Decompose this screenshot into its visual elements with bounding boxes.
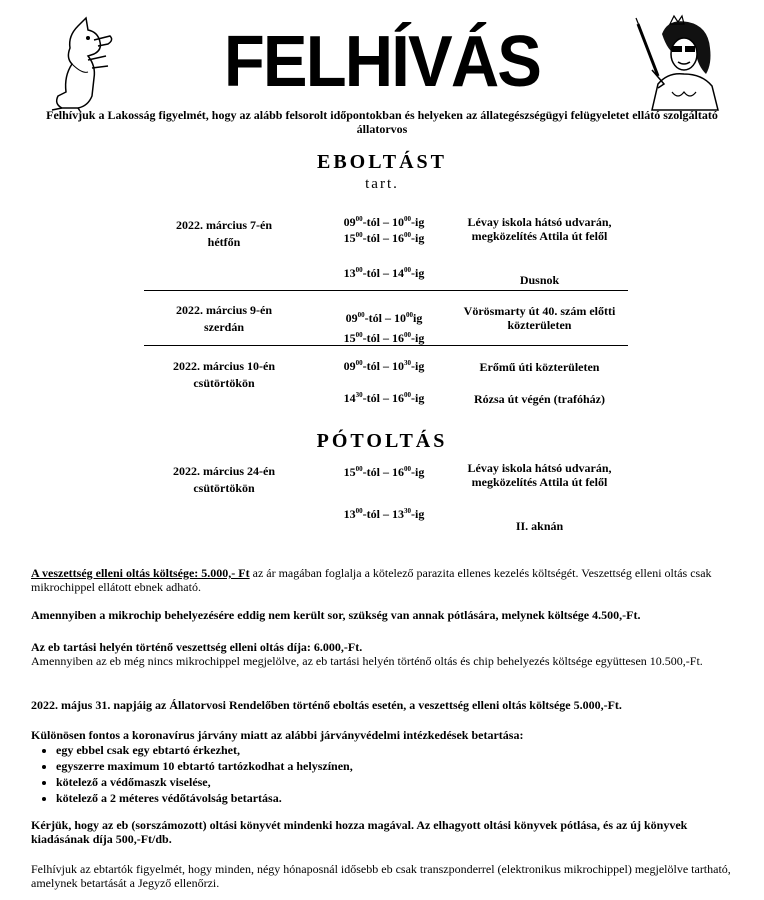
intro-text: Felhívjuk a Lakosság figyelmét, hogy az alább felsorolt időpontokban és helyeken az állategészségügyi felügyeletet ellátó szolgáltató állatorvos [46, 108, 718, 136]
section-heading-vaccination: EBOLTÁST [317, 151, 447, 173]
schedule-place: Lévay iskola hátsó udvarán, megközelítés Attila út felől [467, 215, 612, 243]
list-item: • egyszerre maximum 10 ebtartó tartózkodhat a helyszínen, [56, 758, 745, 774]
schedule-date: 2022. március 7-én hétfőn [175, 218, 273, 249]
section-heading-makeup: PÓTOLTÁS [316, 430, 448, 452]
schedule-times [320, 214, 448, 246]
deadline-paragraph: 2022. május 31. napjáig az Állatorvosi Rendelőben történő eboltás esetén, a veszettség elleni oltás költsége 5.000,-Ft. [31, 698, 622, 712]
schedule-times [320, 390, 448, 406]
divider [144, 290, 628, 291]
list-item: • egy ebbel csak egy ebtartó érkezhet, [56, 742, 745, 758]
cost-lead: A veszettség elleni oltás költsége: 5.000,- Ft [31, 566, 250, 580]
schedule-place: Erőmű úti közterületen [479, 360, 600, 374]
home-vaccination-paragraph: Az eb tartási helyén történő veszettség elleni oltás díja: 6.000,-Ft. Amennyiben az eb még nincs mikrochippel megjelölve, az eb tartási helyén történő oltás és chip behelyezés költsége együttesen 10.500,-Ft. [31, 640, 703, 668]
time-range: $09^{00}$-tól – $10^{30}-ig$ [343, 359, 425, 373]
microchip-paragraph: Amennyiben a mikrochip behelyezésére eddig nem került sor, szükség van annak pótlására, melynek költsége 4.500,-Ft. [31, 608, 641, 622]
schedule-place: Lévay iskola hátsó udvarán, megközelítés Attila út felől [467, 461, 612, 489]
schedule-times [320, 308, 448, 348]
list-item: • kötelező a védőmaszk viselése, [56, 774, 745, 790]
schedule-place: Dusnok [519, 273, 560, 287]
section-subheading: tart. [365, 176, 399, 192]
time-range: $09^{00}$-tól – $10^{00}-ig$ [343, 215, 425, 229]
time-range: $14^{30}$-tól – $16^{00}-ig$ [343, 391, 425, 405]
time-range: $15^{00}$-tól – $16^{00}-ig$ [343, 465, 425, 479]
divider [144, 345, 628, 346]
time-range: $15^{00}$-tól – $16^{00}-ig$ [343, 331, 425, 345]
schedule-times [320, 358, 448, 374]
schedule-times [320, 265, 448, 281]
time-range: $13^{00}$-tól – $13^{30}-ig$ [343, 507, 425, 521]
booklet-paragraph: Kérjük, hogy az eb (sorszámozott) oltási könyvét mindenki hozza magával. Az elhagyott oltási könyvek pótlása, és az új könyvek kiadásának díja 500,-Ft/db. [31, 818, 688, 846]
list-item: • kötelező a 2 méteres védőtávolság betartása. [56, 790, 745, 806]
time-range: $13^{00}$-tól – $14^{00}-ig$ [343, 266, 425, 280]
schedule-place: Rózsa út végén (trafóház) [474, 392, 605, 406]
schedule-times [320, 464, 448, 480]
schedule-place: Vörösmarty út 40. szám előtti közterületen [463, 304, 616, 332]
time-range: $15^{00}$-tól – $16^{00}-ig$ [343, 231, 425, 245]
schedule-date: 2022. március 9-én szerdán [175, 303, 273, 334]
schedule-date: 2022. március 10-én csütörtökön [172, 359, 276, 390]
transponder-paragraph: Felhívjuk az ebtartók figyelmét, hogy minden, négy hónaposnál idősebb eb csak transzponderrel (elektronikus mikrochippel) megjelölve tartható, amelynek betartását a Jegyző ellenőrzi. [31, 862, 731, 890]
cost-paragraph: A veszettség elleni oltás költsége: 5.000,- Ft az ár magában foglalja a kötelező parazita ellenes kezelés költségét. Veszettség elleni oltás csak mikrochippel ellátott ebnek adható. [31, 566, 712, 594]
schedule-place: II. aknán [515, 519, 564, 533]
schedule-times [320, 506, 448, 522]
covid-paragraph: Különösen fontos a koronavírus járvány miatt az alábbi járványvédelmi intézkedések betartása: • egy ebbel csak egy ebtartó érkezhet, • egyszerre maximum 10 ebtartó tartózkodhat a helyszínen, • kötelező a védőmaszk viselése, • kötelező a 2 méteres védőtávolság betartása. [31, 728, 745, 806]
time-range: $09^{00}$-tól – $10^{00}ig$ [345, 311, 423, 325]
page-title: FELHÍVÁS [223, 22, 541, 102]
schedule-date: 2022. március 24-én csütörtökön [172, 464, 276, 495]
